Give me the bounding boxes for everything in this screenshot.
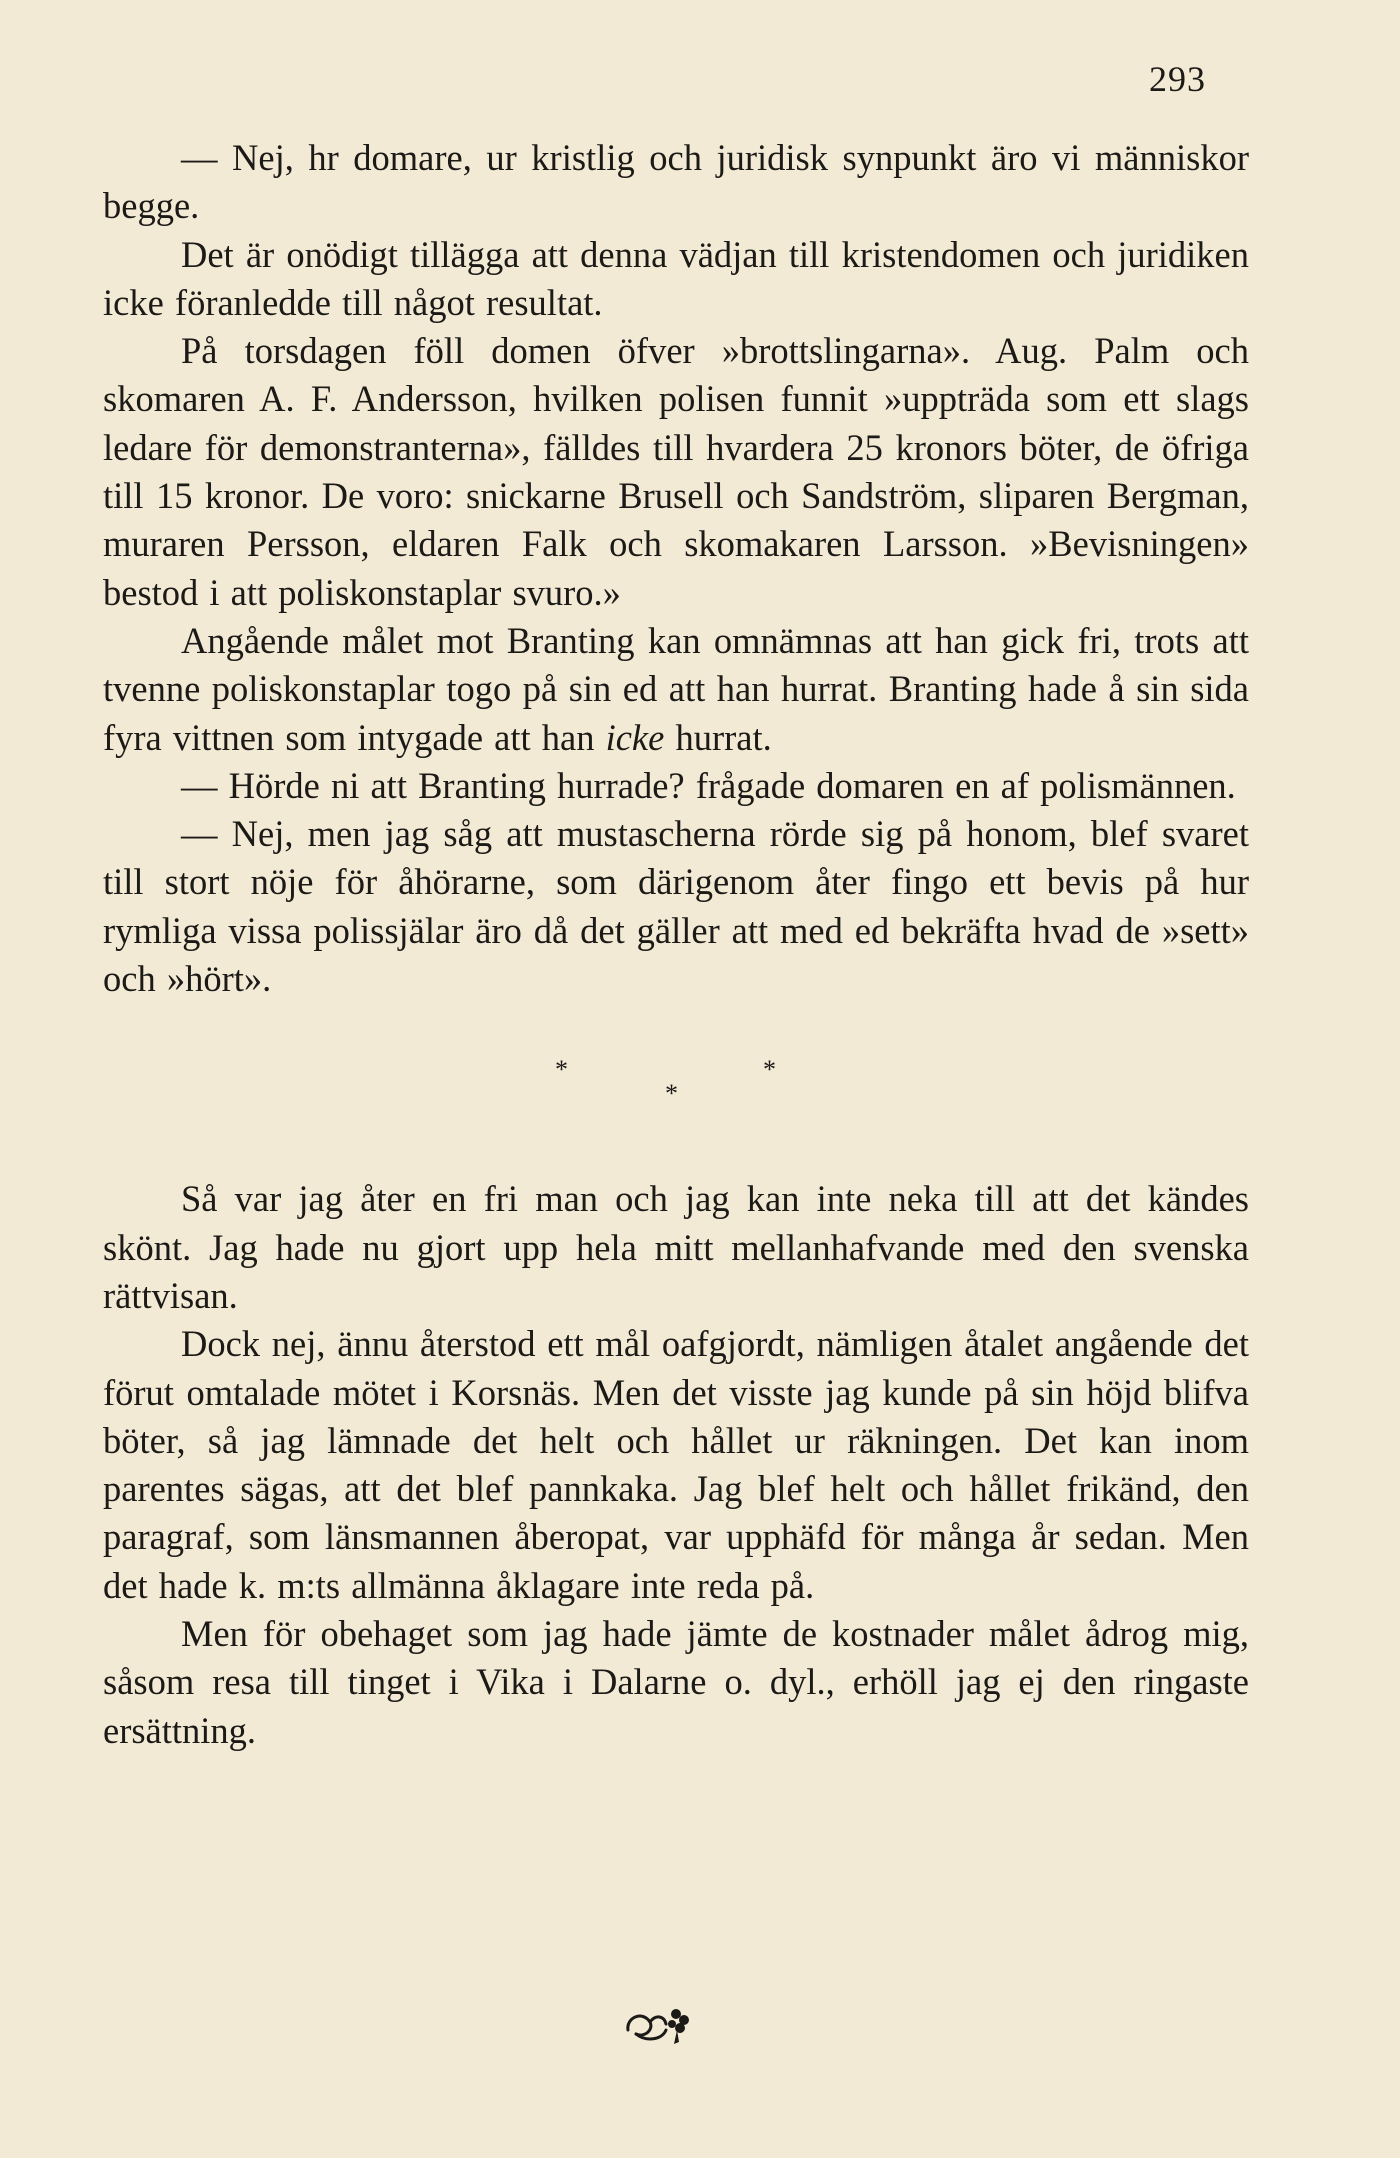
- paragraph: Dock nej, ännu återstod ett mål oafgjordt, nämligen åtalet angående det förut omtalade mötet i Korsnäs. Men det visste jag kunde på sin höjd blifva böter, så jag lämnade det helt och hållet ur räkningen. Det kan inom parentes sägas, att det blef pannkaka. Jag blef helt och hållet frikänd, den paragraf, som länsmannen åberopat, var upphäfd för många år sedan. Men det hade k. m:ts allmänna åklagare inte reda på.: [103, 1323, 1249, 1606]
- paragraph-text: Branting hade å sin sida fyra vittnen som intygade att han: [103, 668, 1250, 758]
- fleuron-ornament-icon: [622, 2000, 694, 2048]
- paragraph-text: Angående målet mot Branting kan omnämnas att han gick fri, trots att tvenne poliskonstaplar togo på sin ed att han hurrat.: [103, 619, 1249, 710]
- body-text: [103, 134, 1249, 1755]
- paragraph: På torsdagen föll domen öfver »brottslingarna». Aug. Palm och skomaren A. F. Andersson, hvilken polisen funnit »uppträda som ett slags ledare för demonstranterna», fälldes till hvardera 25 kronors böter, de öfriga till 15 kronor. De voro: snickarne Brusell och Sandström, sliparen Bergman, muraren Persson, eldaren Falk och skomakaren Larsson. »Bevisningen» bestod i att poliskonstaplar svuro.»: [103, 330, 1249, 613]
- paragraph: [103, 617, 1249, 762]
- asterisk: *: [665, 1079, 678, 1109]
- section-break-asterism: [103, 1055, 1249, 1117]
- asterisk: *: [763, 1055, 776, 1085]
- paragraph: Det är onödigt tillägga att denna vädjan till kristendomen och juridiken icke föranledde till något resultat.: [103, 233, 1249, 323]
- paragraph: — Nej, men jag såg att mustascherna rörde sig på honom, blef svaret till stort nöje för åhörarne, som därigenom åter fingo ett bevis på hur rymliga vissa polissjälar äro då det gäller att med ed bekräfta hvad de »sett» och »hört».: [103, 813, 1249, 1000]
- paragraph: — Hörde ni att Branting hurrade? frågade domaren en af polismännen.: [181, 764, 1236, 806]
- paragraph: — Nej, hr domare, ur kristlig och juridisk synpunkt äro vi människor begge.: [103, 137, 1249, 227]
- paragraph: Så var jag åter en fri man och jag kan inte neka till att det kändes skönt. Jag hade nu gjort upp hela mitt mellanhafvande med den svenska rättvisan.: [103, 1178, 1249, 1316]
- paragraph-text: hurrat.: [664, 716, 772, 758]
- asterisk: *: [555, 1055, 568, 1085]
- page-number: 293: [1149, 59, 1206, 99]
- paragraph: Men för obehaget som jag hade jämte de kostnader målet ådrog mig, såsom resa till tinget i Vika i Dalarne o. dyl., erhöll jag ej den ringaste ersättning.: [103, 1613, 1249, 1751]
- emphasized-word: icke: [605, 716, 665, 758]
